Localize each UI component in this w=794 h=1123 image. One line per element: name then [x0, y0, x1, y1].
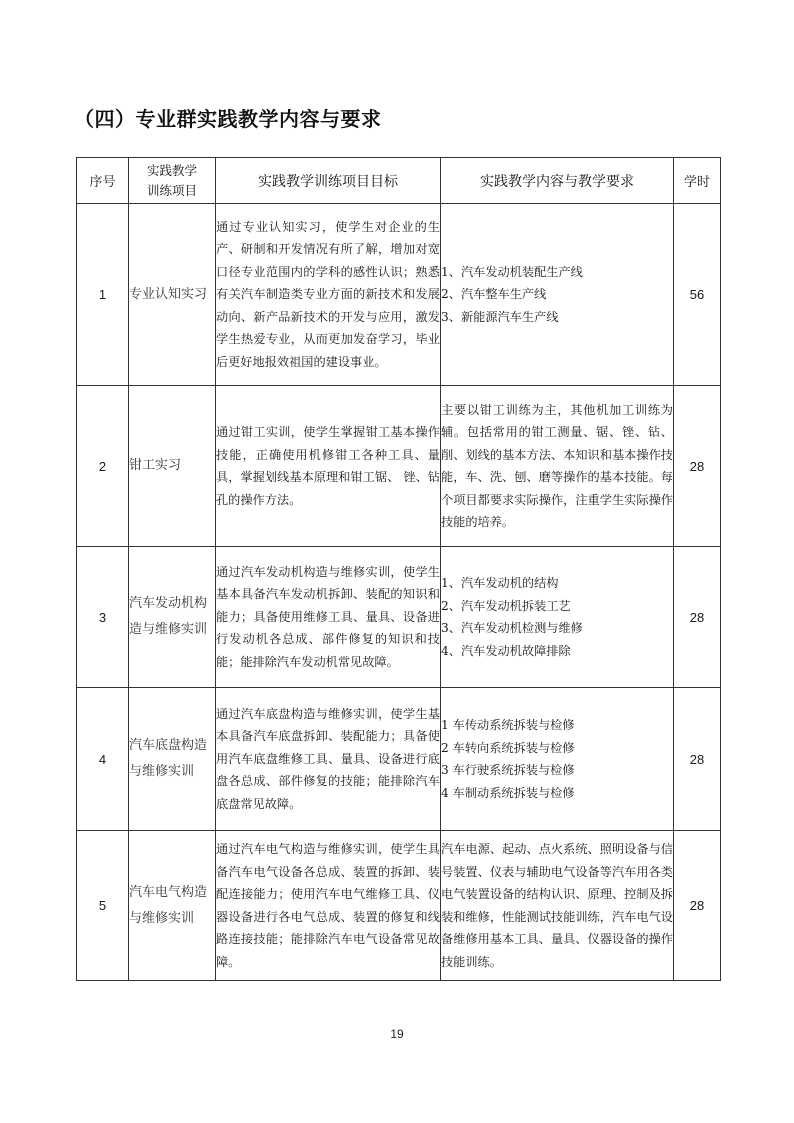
row-hours: 28: [674, 547, 721, 688]
content-list-item: 4、汽车发动机故障排除: [441, 643, 571, 658]
row-training-item: 钳工实习: [129, 386, 216, 547]
table-header-row: [77, 158, 721, 204]
header-training-goal: 实践教学训练项目目标: [216, 158, 441, 204]
row-serial-no: 3: [77, 547, 129, 688]
table-row: [77, 386, 721, 547]
row-hours: 28: [674, 831, 721, 981]
row-content-requirements: [441, 204, 674, 386]
row-training-item: 汽车电气构造与维修实训: [129, 831, 216, 981]
row-serial-no: 5: [77, 831, 129, 981]
content-list-item: 2 车转向系统拆装与检修: [441, 740, 575, 755]
row-training-goal: 通过汽车底盘构造与维修实训，使学生基本具备汽车底盘拆卸、装配能力；具备使用汽车底盘维修工具、量具、设备进行底盘各总成、部件修复的技能；能排除汽车底盘常见故障。: [216, 688, 441, 831]
row-serial-no: 4: [77, 688, 129, 831]
row-content-requirements: [441, 547, 674, 688]
page-number: 19: [390, 1027, 404, 1041]
content-list-item: 1 车传动系统拆装与检修: [441, 718, 575, 732]
row-hours: 28: [674, 688, 721, 831]
row-hours: 28: [674, 386, 721, 547]
content-list-item: 3、新能源汽车生产线: [441, 309, 559, 324]
content-list-item: 3、汽车发动机检测与维修: [441, 621, 583, 635]
content-list-item: 2、汽车发动机拆装工艺: [441, 598, 571, 613]
header-content-requirements: 实践教学内容与教学要求: [441, 158, 674, 204]
row-training-goal: 通过钳工实训，使学生掌握钳工基本操作技能，正确使用机修钳工各种工具、量具，掌握划线基本原理和钳工锯、 锉、钻孔的操作方法。: [216, 386, 441, 547]
row-training-goal: 通过汽车电气构造与维修实训，使学生具备汽车电气设备各总成、装置的拆卸、装配连接能力；使用汽车电气维修工具、仪器设备进行各电气总成、装置的修复和线路连接技能；能排除汽车电气设备常见故障。: [216, 831, 441, 981]
content-paragraph: 主要以钳工训练为主，其他机加工训练为辅。包括常用的钳工测量、锯、锉、钻、削、划线的基本方法、本知识和基本操作技能，车、洗、刨、磨等操作的基本技能。每个项目都要求实际操作，注重学生实际操作技能的培养。: [441, 402, 673, 529]
row-training-goal: 通过汽车发动机构造与维修实训，使学生基本具备汽车发动机拆卸、装配的知识和能力；具备使用维修工具、量具、设备进行发动机各总成、部件修复的知识和技能；能排除汽车发动机常见故障。: [216, 547, 441, 688]
row-training-item: 汽车底盘构造与维修实训: [129, 688, 216, 831]
header-training-item: [129, 158, 216, 204]
content-list-item: 1、汽车发动机装配生产线: [441, 264, 583, 279]
content-paragraph: 汽车电源、起动、点火系统、照明设备与信号装置、仪表与辅助电气设备等汽车用各类电气装置设备的结构认识、原理、控制及拆装和维修，性能测试技能训练，汽车电气设备维修用基本工具、量具、仪器设备的操作技能训练。: [441, 842, 673, 969]
row-content-requirements: [441, 386, 674, 547]
header-training-item-label: 实践教学训练项目: [146, 162, 197, 198]
content-list-item: 3 车行驶系统拆装与检修: [441, 763, 575, 777]
content-list-item: 2、汽车整车生产线: [441, 287, 547, 302]
practice-teaching-table: [76, 157, 721, 981]
content-list-item: 1、汽车发动机的结构: [441, 576, 559, 590]
table-row: [77, 688, 721, 831]
content-list-item: 4 车制动系统拆装与检修: [441, 785, 575, 800]
row-training-item: 汽车发动机构造与维修实训: [129, 547, 216, 688]
row-serial-no: 1: [77, 204, 129, 386]
header-hours: 学时: [674, 158, 721, 204]
row-training-item: 专业认知实习: [129, 204, 216, 386]
table-row: [77, 831, 721, 981]
table-row: [77, 204, 721, 386]
row-content-requirements: [441, 688, 674, 831]
row-hours: 56: [674, 204, 721, 386]
row-serial-no: 2: [77, 386, 129, 547]
table-row: [77, 547, 721, 688]
row-training-goal: 通过专业认知实习，使学生对企业的生产、研制和开发情况有所了解，增加对宽口径专业范围内的学科的感性认识；熟悉有关汽车制造类专业方面的新技术和发展动向、新产品新技术的开发与应用，激发学生热爱专业，从而更加发奋学习，毕业后更好地报效祖国的建设事业。: [216, 204, 441, 386]
header-serial-no: 序号: [77, 158, 129, 204]
section-title: （四）专业群实践教学内容与要求: [74, 107, 382, 131]
row-content-requirements: [441, 831, 674, 981]
